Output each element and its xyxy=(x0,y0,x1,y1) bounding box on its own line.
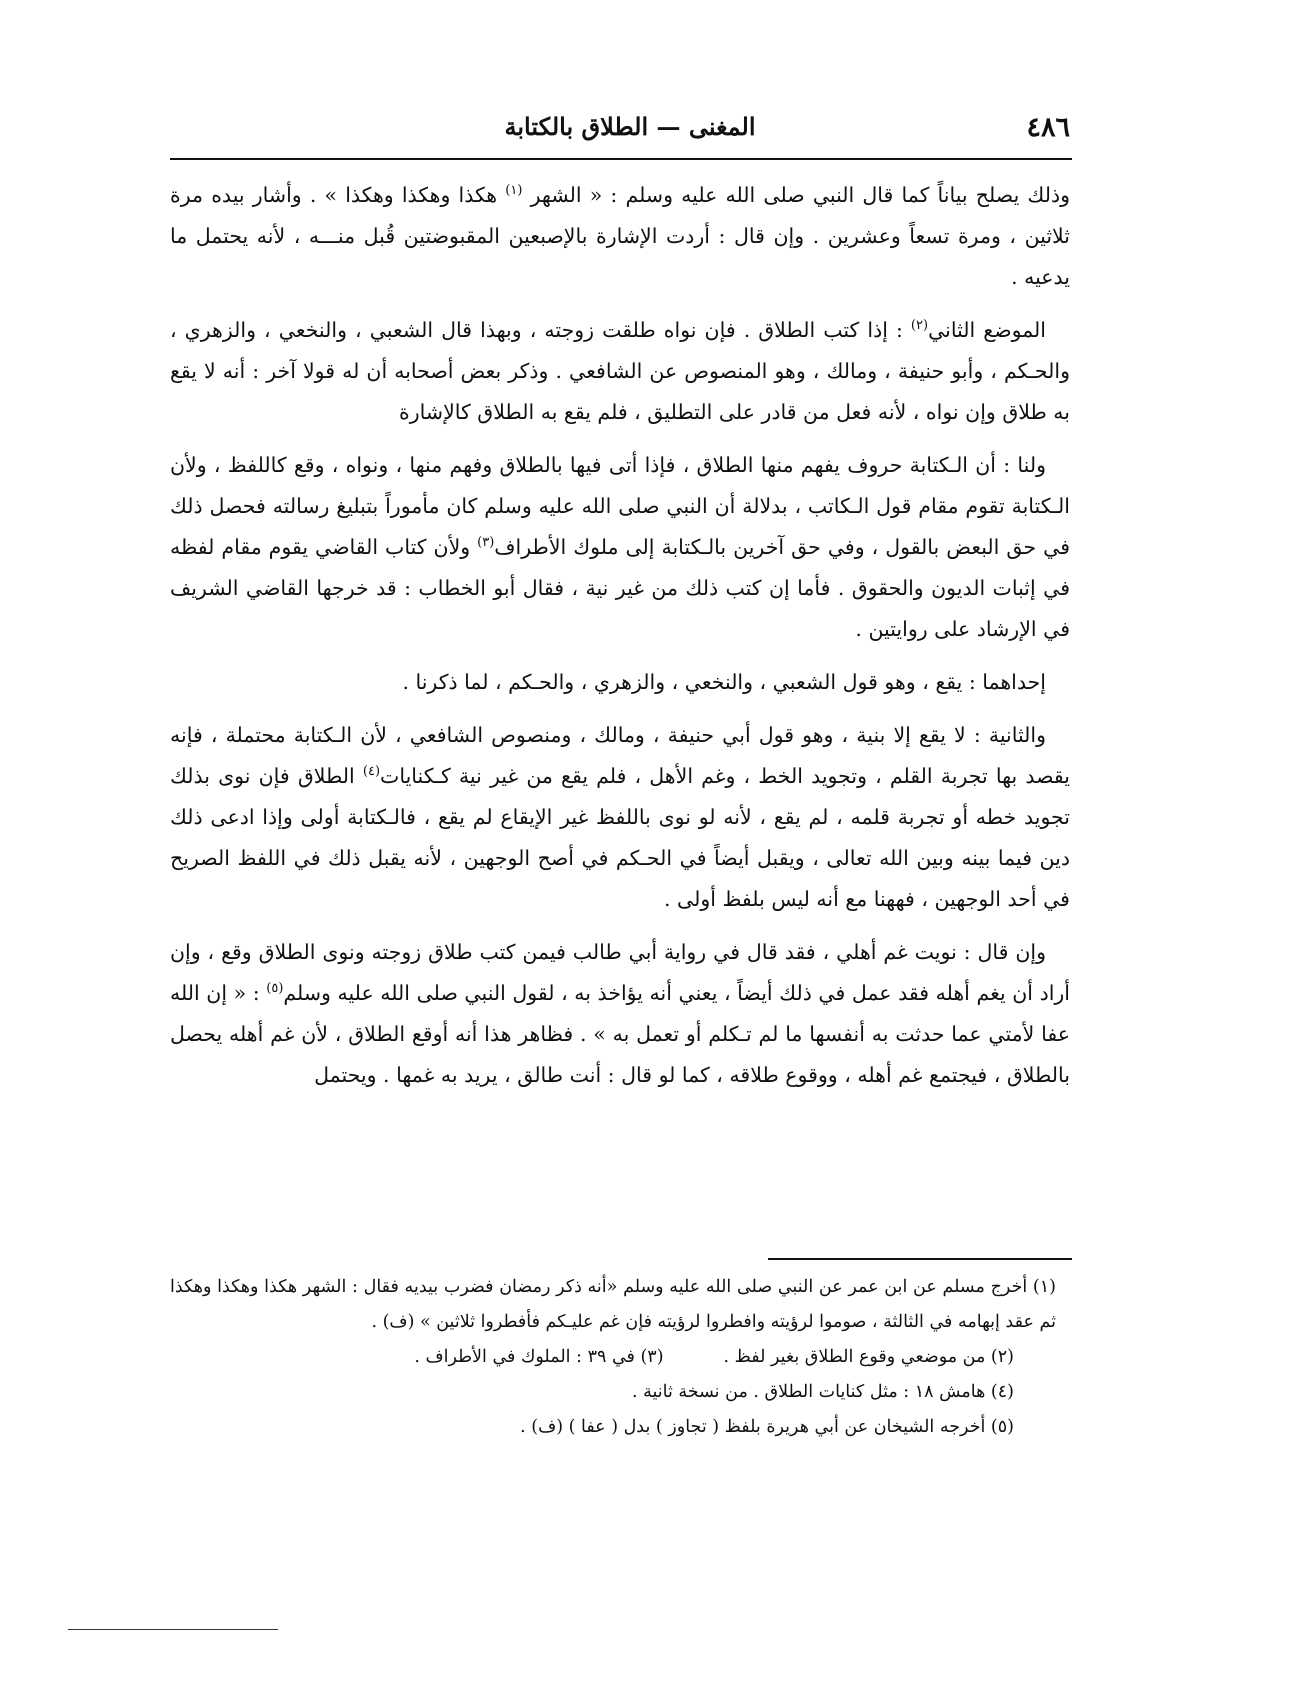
footnote-5: (٥) أخرجه الشيخان عن أبي هريرة بلفظ ( تجاوز ) بدل ( عفا ) (ف) . xyxy=(520,1417,1014,1437)
footnote-1: (١) أخرج مسلم عن ابن عمر عن النبي صلى الله عليه وسلم «أنه ذكر رمضان فضرب بيديه فقال : الشهر هكذا وهكذا وهكذا ثم عقد إبهامه في الثالثة ، صوموا لرؤيته وافطروا لرؤيته فإن غم عليـكم فأفطروا ثلاثين » (ف) . xyxy=(170,1277,1056,1332)
footnote-ref-2: (٢) xyxy=(910,318,929,334)
footnote-ref-3: (٣) xyxy=(477,535,495,551)
header-rule xyxy=(170,158,1072,160)
running-title: المغنى — الطلاق بالكتابة xyxy=(504,112,756,141)
page-number: ٤٨٦ xyxy=(1026,112,1070,143)
paragraph-4: إحداهما : يقع ، وهو قول الشعبي ، والنخعي ، والزهري ، والحـكم ، لما ذكرنا . xyxy=(402,670,1046,694)
paragraph-1: وذلك يصلح بياناً كما قال النبي صلى الله عليه وسلم : « الشهر $^{(١)}$ هكذا وهكذا وهكذا » . وأشار بيده مرة ثلاثين ، ومرة تسعاً وعشرين . وإن قال : أردت الإشارة بالإصبعين المقبوضتين قُبل منـــه ، لأنه يحتمل ما يدعيه . xyxy=(170,183,1070,289)
paragraph-6: وإن قال : نويت غم أهلي ، فقد قال في رواية أبي طالب فيمن كتب طلاق زوجته ونوى الطلاق وقع ، وإن أراد أن يغم أهله فقد عمل في ذلك أيضاً ، يعني أنه يؤاخذ به ، لقول النبي صلى الله عليه وسلم$^{(٥)}$ : « إن الله عفا لأمتي عما حدثت به أنفسها ما لم تـكلم أو تعمل به » . فظاهر هذا أنه أوقع الطلاق ، لأن غم أهله يحصل بالطلاق ، فيجتمع غم أهله ، ووقوع طلاقه ، كما لو قال : أنت طالق ، يريد به غمها . ويحتمل xyxy=(170,940,1071,1087)
footnote-3: (٣) في ٣٩ : الملوك في الأطراف . xyxy=(414,1347,664,1367)
footnote-ref-5: (٥) xyxy=(266,981,284,997)
footnote-separator xyxy=(768,1258,1072,1260)
footnote-2: (٢) من موضعي وقوع الطلاق بغير لفظ . xyxy=(723,1347,1014,1367)
paragraph-2: الموضع الثاني$^{(٢)}$ : إذا كتب الطلاق . فإن نواه طلقت زوجته ، وبهذا قال الشعبي ، والنخعي ، والزهري ، والحـكم ، وأبو حنيفة ، ومالك ، وهو المنصوص عن الشافعي . وذكر بعض أصحابه أن له قولا آخر : أنه لا يقع به طلاق وإن نواه ، لأنه فعل من قادر على التطليق ، فلم يقع به الطلاق كالإشارة xyxy=(170,318,1070,424)
page-bottom-rule xyxy=(68,1629,278,1630)
footnotes xyxy=(170,1270,1070,1445)
footnote-4: (٤) هامش ١٨ : مثل كنايات الطلاق . من نسخة ثانية . xyxy=(631,1382,1014,1402)
page-header xyxy=(170,108,1070,154)
footnote-ref-4: (٤) xyxy=(362,764,381,780)
paragraph-5: والثانية : لا يقع إلا بنية ، وهو قول أبي حنيفة ، ومالك ، ومنصوص الشافعي ، لأن الـكتابة محتملة ، فإنه يقصد بها تجربة القلم ، وتجويد الخط ، وغم الأهل ، فلم يقع من غير نية كـكنايات$^{(٤)}$ الطلاق فإن نوى بذلك تجويد خطه أو تجربة قلمه ، لم يقع ، لأنه لو نوى باللفظ غير الإيقاع لم يقع ، فالـكتابة أولى وإذا ادعى ذلك دين فيما بينه وبين الله تعالى ، ويقبل أيضاً في الحـكم في أصح الوجهين ، لأنه يقبل ذلك في اللفظ الصريح في أحد الوجهين ، فههنا مع أنه ليس بلفظ أولى . xyxy=(170,723,1070,911)
main-text xyxy=(170,175,1070,1108)
paragraph-3: ولنا : أن الـكتابة حروف يفهم منها الطلاق ، فإذا أتى فيها بالطلاق وفهم منها ، ونواه ، وقع كاللفظ ، ولأن الـكتابة تقوم مقام قول الـكاتب ، بدلالة أن النبي صلى الله عليه وسلم كان مأموراً بتبليغ رسالته فحصل ذلك في حق البعض بالقول ، وفي حق آخرين بالـكتابة إلى ملوك الأطراف$^{(٣)}$ ولأن كتاب القاضي يقوم مقام لفظه في إثبات الديون والحقوق . فأما إن كتب ذلك من غير نية ، فقال أبو الخطاب : قد خرجها القاضي الشريف في الإرشاد على روايتين . xyxy=(170,453,1070,641)
footnote-ref-1: (١) xyxy=(505,183,523,199)
footnote-2-3-line xyxy=(170,1340,1070,1375)
